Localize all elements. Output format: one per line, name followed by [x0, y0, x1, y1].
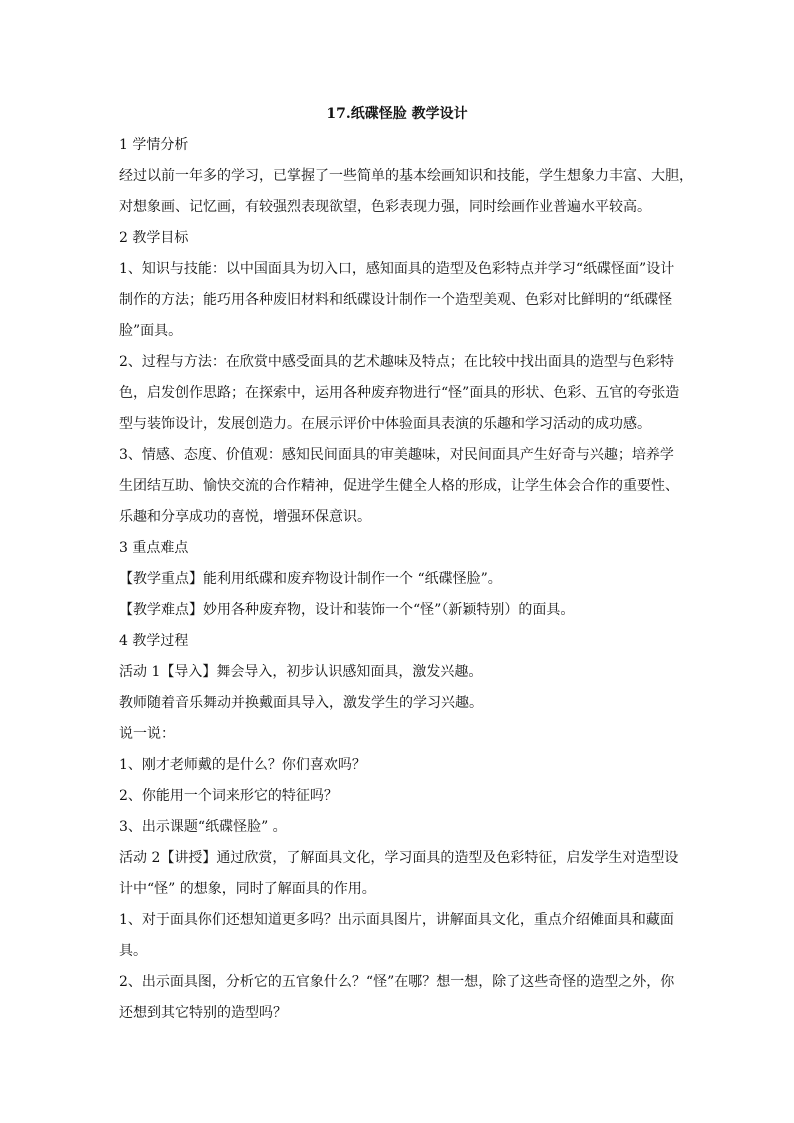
paragraph-line: 3、情感、态度、价值观：感知民间面具的审美趣味，对民间面具产生好奇与兴趣；培养学 — [119, 447, 674, 463]
paragraph-line: 1、对于面具你们还想知道更多吗？出示面具图片，讲解面具文化，重点介绍傩面具和藏面 — [119, 912, 674, 928]
paragraph-line: 具。 — [119, 943, 147, 959]
heading-teaching-process: 4 教学过程 — [119, 633, 189, 649]
paragraph-line: 生团结互助、愉快交流的合作精神，促进学生健全人格的形成，让学生体会合作的重要性、 — [119, 478, 679, 494]
paragraph-line: 活动 2【讲授】通过欣赏，了解面具文化，学习面具的造型及色彩特征，启发学生对造型设 — [119, 850, 679, 866]
paragraph-line: 计中“怪” 的想象，同时了解面具的作用。 — [119, 881, 376, 897]
paragraph-line: 1、刚才老师戴的是什么？你们喜欢吗？ — [119, 757, 366, 773]
paragraph-line: 乐趣和分享成功的喜悦，增强环保意识。 — [119, 509, 371, 525]
heading-key-points: 3 重点难点 — [119, 540, 189, 556]
heading-teaching-goals: 2 教学目标 — [119, 230, 189, 246]
heading-student-analysis: 1 学情分析 — [119, 137, 189, 153]
paragraph-line: 经过以前一年多的学习，已掌握了一些简单的基本绘画知识和技能，学生想象力丰富、大胆， — [119, 168, 693, 184]
paragraph-line: 1、知识与技能：以中国面具为切入口，感知面具的造型及色彩特点并学习“纸碟怪面”设计 — [119, 261, 675, 277]
paragraph-line: 制作的方法；能巧用各种废旧材料和纸碟设计制作一个造型美观、色彩对比鲜明的“纸碟怪 — [119, 292, 673, 308]
paragraph-line: 还想到其它特别的造型吗？ — [119, 1005, 287, 1021]
paragraph-line: 2、出示面具图，分析它的五官象什么？“怪”在哪？想一想，除了这些奇怪的造型之外，你 — [119, 974, 675, 990]
paragraph-line: 2、过程与方法：在欣赏中感受面具的艺术趣味及特点；在比较中找出面具的造型与色彩特 — [119, 354, 674, 370]
document-title: 17.纸碟怪脸 教学设计 — [326, 106, 468, 122]
paragraph-line: 活动 1【导入】舞会导入，初步认识感知面具，激发兴趣。 — [119, 664, 483, 680]
paragraph-line: 3、出示课题“纸碟怪脸” 。 — [119, 819, 287, 835]
paragraph-line: 【教学难点】妙用各种废弃物，设计和装饰一个“怪”（新颖特别）的面具。 — [119, 602, 575, 618]
paragraph-line: 色，启发创作思路；在探索中，运用各种废弃物进行“怪”面具的形状、色彩、五官的夸张造 — [119, 385, 680, 401]
paragraph-line: 说一说： — [119, 726, 175, 742]
paragraph-line: 脸”面具。 — [119, 323, 183, 339]
paragraph-line: 型与装饰设计，发展创造力。在展示评价中体验面具表演的乐趣和学习活动的成功感。 — [119, 416, 651, 432]
paragraph-line: 【教学重点】能利用纸碟和废弃物设计制作一个 “纸碟怪脸”。 — [119, 571, 502, 587]
paragraph-line: 对想象画、记忆画，有较强烈表现欲望，色彩表现力强，同时绘画作业普遍水平较高。 — [119, 199, 651, 215]
paragraph-line: 2、你能用一个词来形它的特征吗？ — [119, 788, 338, 804]
paragraph-line: 教师随着音乐舞动并换戴面具导入，激发学生的学习兴趣。 — [119, 695, 483, 711]
